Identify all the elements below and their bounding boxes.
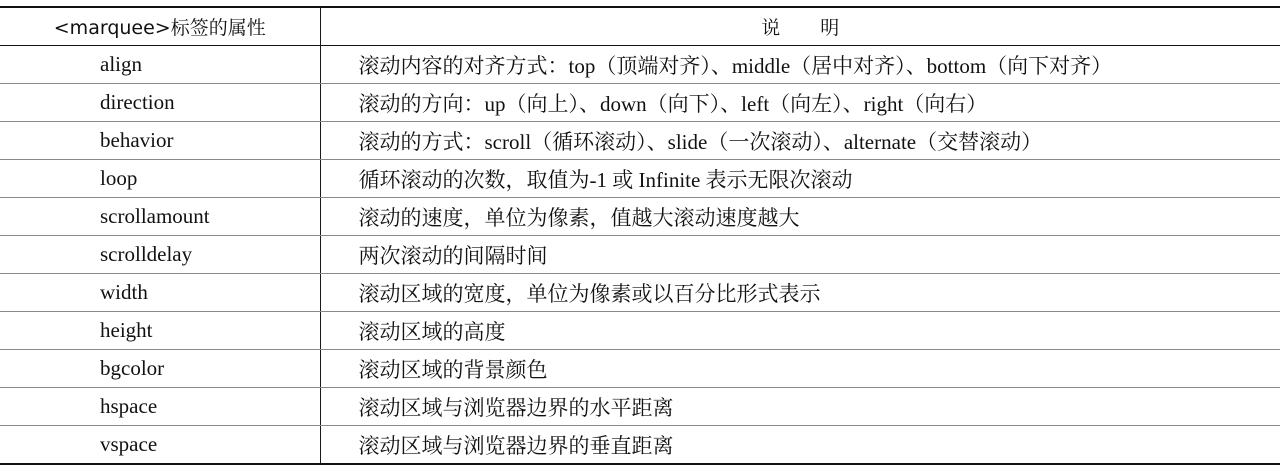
description-cell: 滚动区域的背景颜色 <box>320 350 1280 388</box>
description-cell: 滚动区域的宽度，单位为像素或以百分比形式表示 <box>320 274 1280 312</box>
header-row <box>0 7 1280 46</box>
table-row <box>0 84 1280 122</box>
table-row <box>0 198 1280 236</box>
attribute-cell: scrolldelay <box>0 236 320 274</box>
description-cell: 滚动的速度，单位为像素，值越大滚动速度越大 <box>320 198 1280 236</box>
attribute-cell: height <box>0 312 320 350</box>
attribute-cell: width <box>0 274 320 312</box>
description-cell: 滚动内容的对齐方式：top（顶端对齐）、middle（居中对齐）、bottom（向下对齐） <box>320 46 1280 84</box>
table-row <box>0 236 1280 274</box>
attribute-cell: hspace <box>0 388 320 426</box>
description-cell: 滚动的方式：scroll（循环滚动）、slide（一次滚动）、alternate（交替滚动） <box>320 122 1280 160</box>
header-attribute: <marquee>标签的属性 <box>0 7 320 46</box>
table-row <box>0 388 1280 426</box>
description-cell: 滚动区域与浏览器边界的水平距离 <box>320 388 1280 426</box>
attribute-cell: align <box>0 46 320 84</box>
marquee-attributes-table <box>0 6 1280 465</box>
attribute-cell: loop <box>0 160 320 198</box>
description-cell: 滚动区域的高度 <box>320 312 1280 350</box>
header-description: 说明 <box>320 7 1280 46</box>
table-row <box>0 274 1280 312</box>
attribute-cell: bgcolor <box>0 350 320 388</box>
attribute-cell: scrollamount <box>0 198 320 236</box>
table-row <box>0 426 1280 465</box>
description-cell: 滚动区域与浏览器边界的垂直距离 <box>320 426 1280 465</box>
attribute-cell: behavior <box>0 122 320 160</box>
table-row <box>0 312 1280 350</box>
table-row <box>0 46 1280 84</box>
table-row <box>0 160 1280 198</box>
attribute-cell: vspace <box>0 426 320 465</box>
description-cell: 循环滚动的次数，取值为-1 或 Infinite 表示无限次滚动 <box>320 160 1280 198</box>
table-row <box>0 122 1280 160</box>
table-row <box>0 350 1280 388</box>
description-cell: 滚动的方向：up（向上）、down（向下）、left（向左）、right（向右） <box>320 84 1280 122</box>
description-cell: 两次滚动的间隔时间 <box>320 236 1280 274</box>
attribute-cell: direction <box>0 84 320 122</box>
